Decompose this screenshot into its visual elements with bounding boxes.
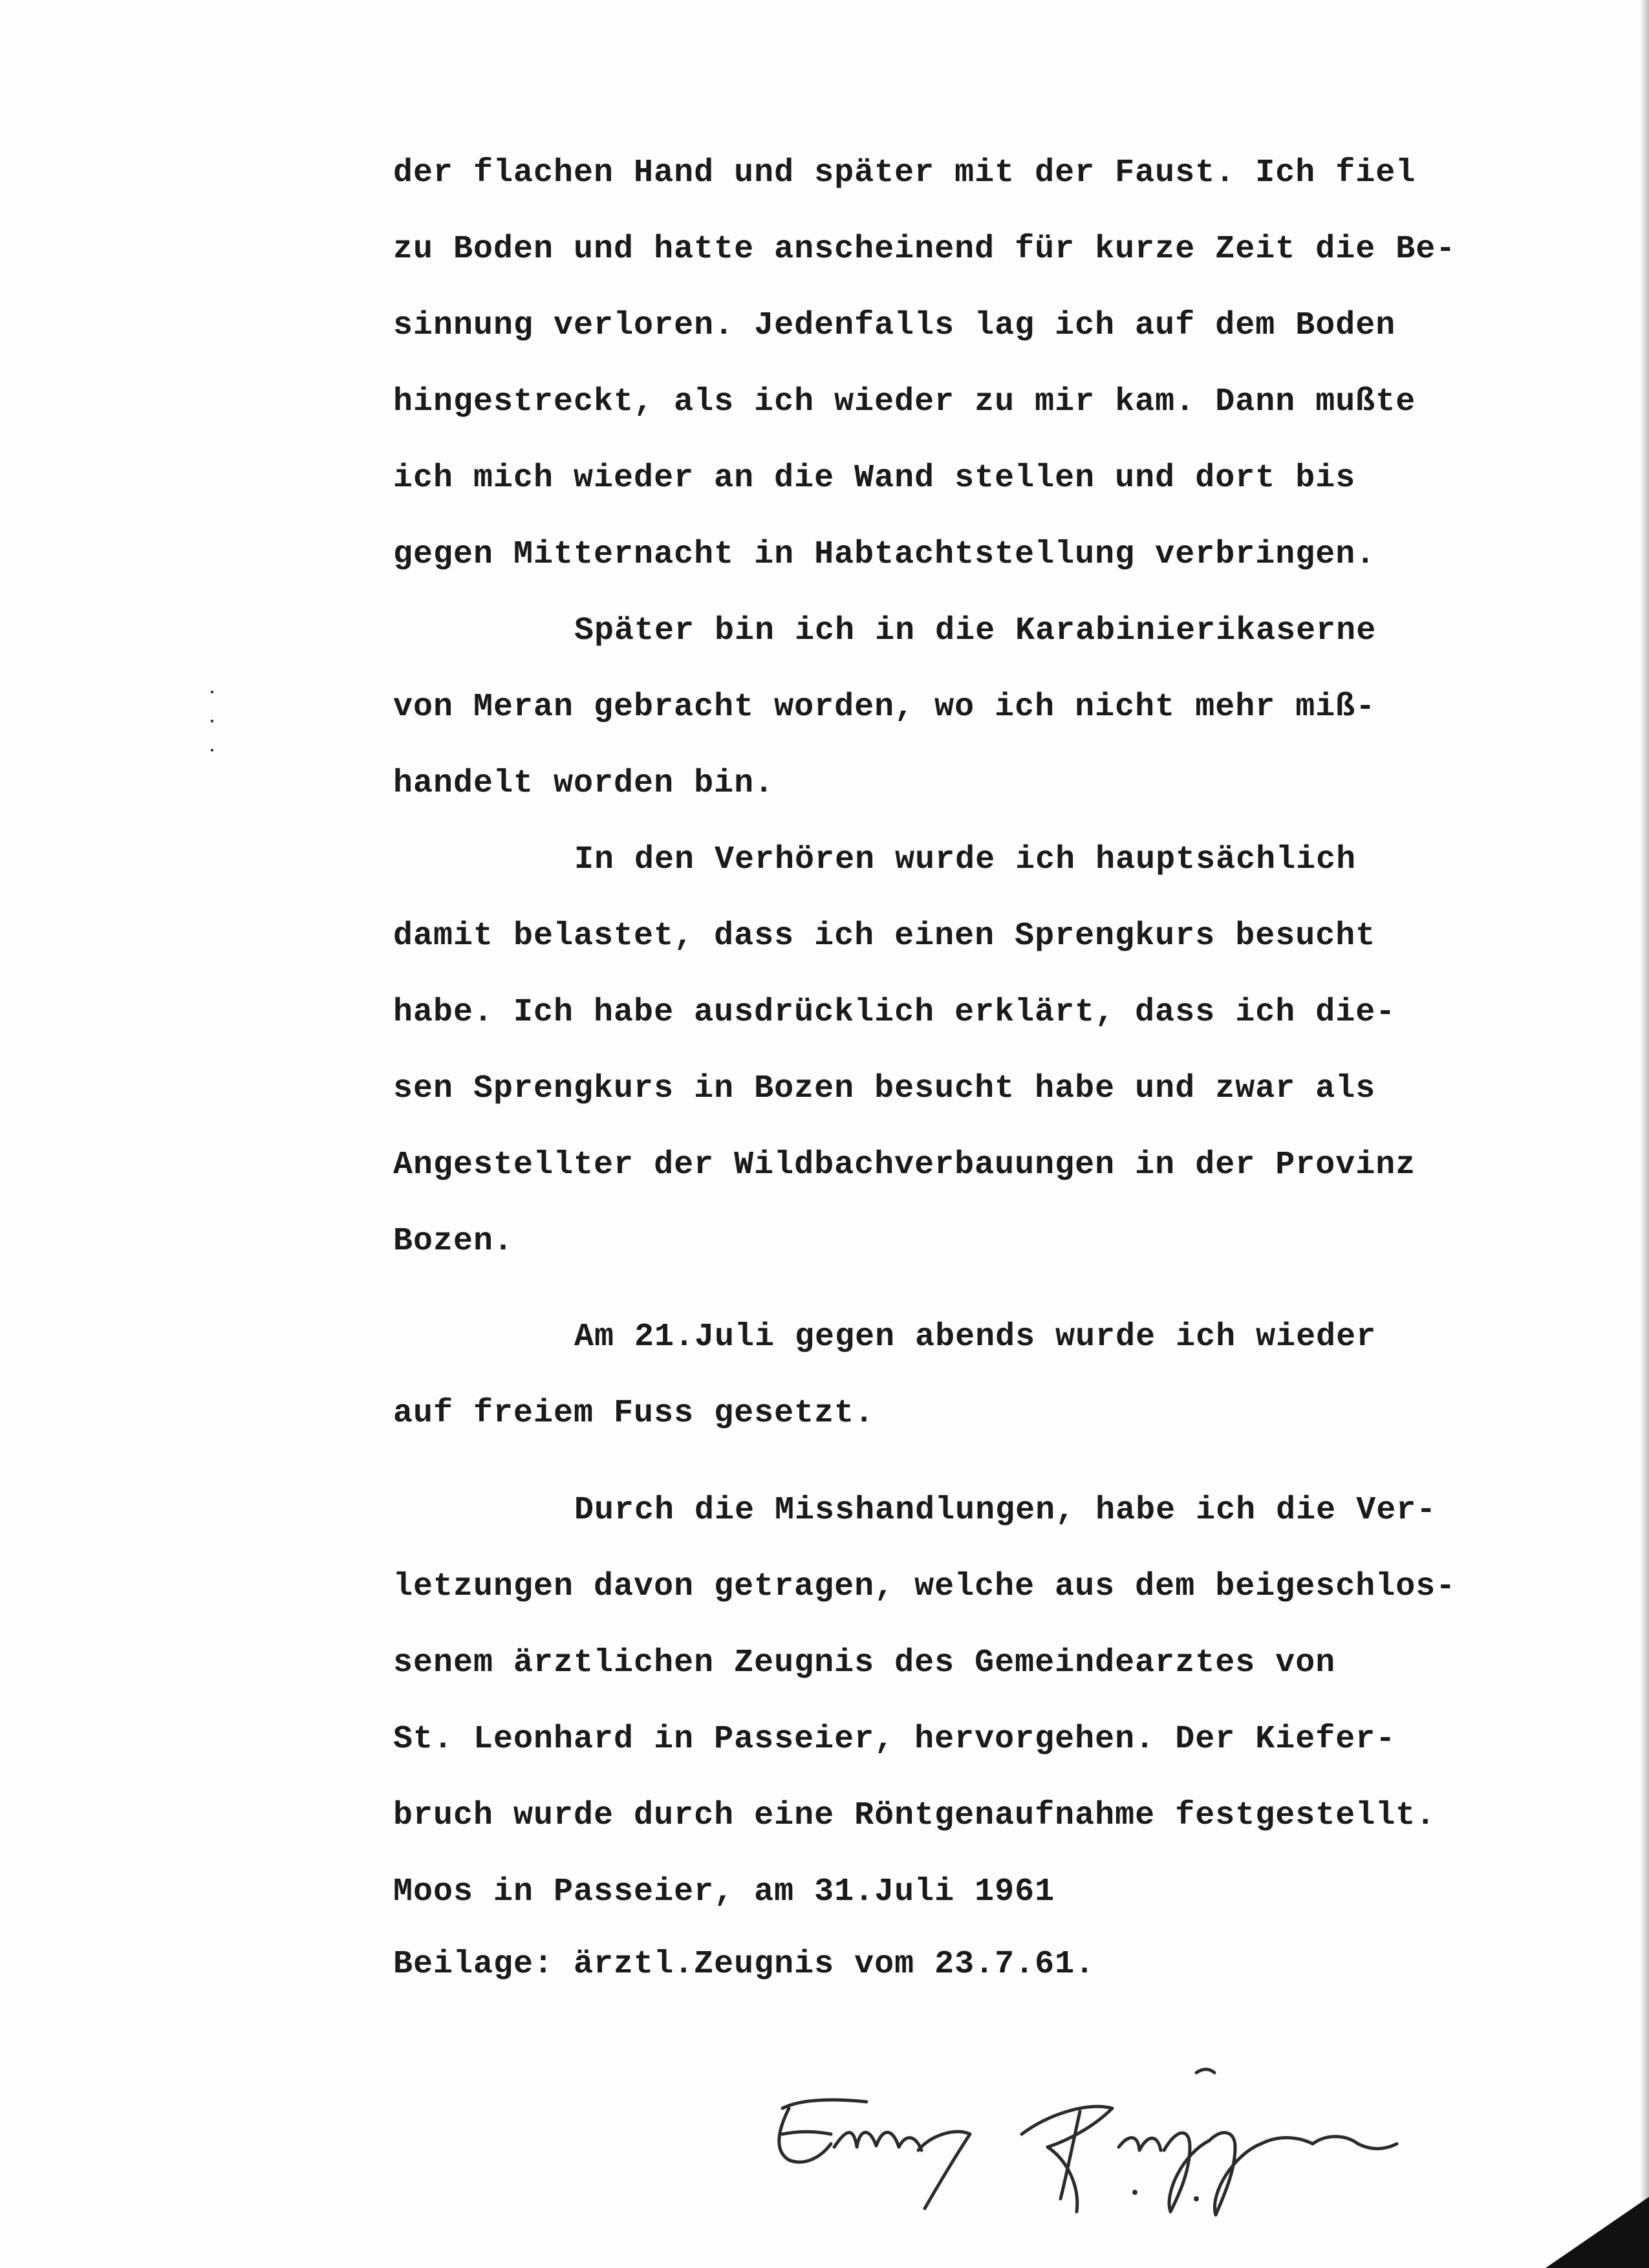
body-line: bruch wurde durch eine Röntgenaufnahme festgestellt.: [393, 1797, 1436, 1834]
body-line: Durch die Misshandlungen, habe ich die Ver-: [574, 1492, 1437, 1529]
folded-page-corner: [1546, 2197, 1649, 2268]
page-edge-shadow: [1640, 0, 1649, 2268]
body-line: Bozen.: [393, 1223, 514, 1260]
body-line: habe. Ich habe ausdrücklich erklärt, dass ich die-: [393, 994, 1396, 1031]
handwritten-signature: [744, 2037, 1423, 2225]
body-line: ich mich wieder an die Wand stellen und dort bis: [393, 460, 1356, 497]
body-line: von Meran gebracht worden, wo ich nicht mehr miß-: [393, 689, 1376, 726]
body-line: In den Verhören wurde ich hauptsächlich: [574, 841, 1357, 878]
body-line: hingestreckt, als ich wieder zu mir kam. Dann mußte: [393, 383, 1416, 420]
margin-punch-marks: [206, 686, 219, 763]
body-line: zu Boden und hatte anscheinend für kurze Zeit die Be-: [393, 231, 1456, 268]
enclosure-line: Beilage: ärztl.Zeugnis vom 23.7.61.: [393, 1946, 1095, 1983]
body-line: letzungen davon getragen, welche aus dem beigeschlos-: [393, 1568, 1456, 1605]
body-line: sen Sprengkurs in Bozen besucht habe und zwar als: [393, 1070, 1376, 1107]
body-line: handelt worden bin.: [393, 765, 775, 802]
body-line: auf freiem Fuss gesetzt.: [393, 1395, 875, 1432]
body-line: Angestellter der Wildbachverbauungen in der Provinz: [393, 1147, 1416, 1183]
body-line: senem ärztlichen Zeugnis des Gemeindearztes von: [393, 1645, 1336, 1681]
body-line: damit belastet, dass ich einen Sprengkurs besucht: [393, 918, 1376, 955]
place-date-line: Moos in Passeier, am 31.Juli 1961: [393, 1874, 1055, 1910]
body-line: Später bin ich in die Karabinierikaserne: [574, 612, 1377, 649]
body-line: sinnung verloren. Jedenfalls lag ich auf dem Boden: [393, 307, 1396, 344]
body-line: gegen Mitternacht in Habtachtstellung verbringen.: [393, 536, 1376, 573]
body-line: Am 21.Juli gegen abends wurde ich wieder: [574, 1319, 1377, 1355]
body-line: St. Leonhard in Passeier, hervorgehen. Der Kiefer-: [393, 1721, 1396, 1758]
body-line: der flachen Hand und später mit der Faust. Ich fiel: [393, 155, 1416, 191]
